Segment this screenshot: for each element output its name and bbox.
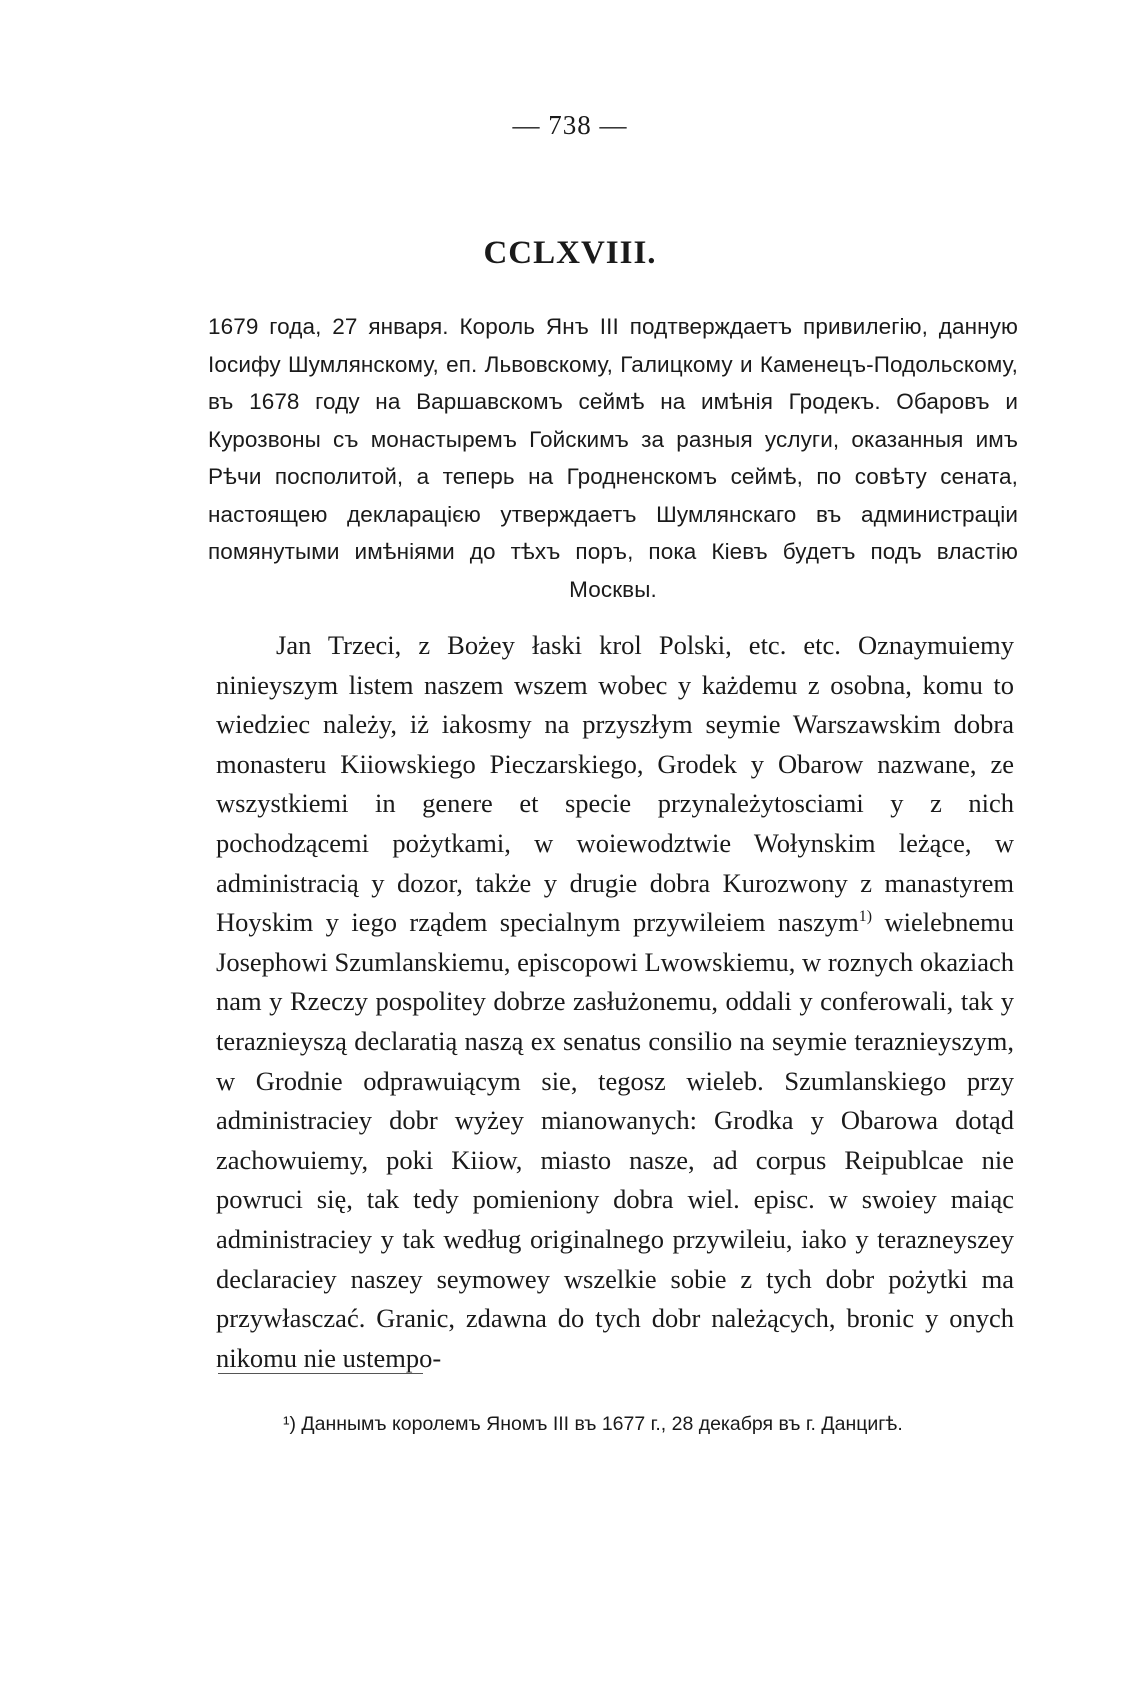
document-summary: 1679 года, 27 января. Король Янъ III подтверждаетъ привилегію, данную Іосифу Шумлянскому, еп. Львовскому, Галицкому и Каменецъ-Подольскому, въ 1678 году на Варшавскомъ сеймѣ на имѣнія Гродекъ. Обаровъ и Курозвоны съ монастыремъ Гойскимъ за разныя услуги, оказанныя имъ Рѣчи посполитой, а теперь на Гродненскомъ сеймѣ, по совѣту сената, настоящею декларацією утверждаетъ Шумлянскаго въ администраціи помянутыми имѣніями до тѣхъ поръ, пока Кіевъ будетъ подъ властію Москвы. [208,314,1018,602]
footnote-divider [218,1373,423,1374]
body-text-part-2: wielebnemu Josephowi Szumlanskiemu, episcopowi Lwowskiemu, w roznych okaziach nam y Rzeczy pospolitey dobrze zasłużonemu, oddali y conferowali, tak y teraznieyszą declaratią naszą ex senatus consilio na seymie teraznieyszym, w Grodnie odprawuiącym sie, tegosz wieleb. Szumlanskiego przy administraciey dobr wyżey mianowanych: Grodka y Obarowa dotąd zachowuiemy, poki Kiiow, miasto nasze, ad corpus Reipublcae nie powruci się, tak tedy pomieniony dobra wiel. episc. w swoiey maiąc administraciey y tak według originalnego przywileiu, iako y terazneyszey declaraciey naszey seymowey wszelkie sobie z tych dobr pożytki ma przywłasczać. Granic, zdawna do tych dobr należących, bronic y onych nikomu nie ustempo- [216,907,1015,1373]
footnote-reference: 1) [858,908,873,926]
footnote-text: Даннымъ королемъ Яномъ III въ 1677 г., 28 декабря въ г. Данцигѣ. [296,1413,903,1435]
page-number: — 738 — [512,110,628,140]
document-number-heading: CCLXVIII. [483,235,657,271]
document-body [216,626,1014,1378]
body-text-part-1: Jan Trzeci, z Bożey łaski krol Polski, etc. etc. Oznaymuiemy ninieyszym listem naszem wszem wobec y każdemu z osobna, komu to wiedziec należy, iż iakosmy na przyszłym seymie Warszawskim dobra monasteru Kiiowskiego Pieczarskiego, Grodek y Obarow nazwane, ze wszystkiemi in genere et specie przynależytosciami y z nich pochodzącemi pożytkami, w woiewodztwie Wołynskim leżące, w administracią y dozor, także y drugie dobra Kurozwony z manastyrem Hoyskim y iego rządem specialnym przywileiem naszym [216,630,1014,938]
footnote [283,1410,1003,1438]
footnote-marker: ¹) [283,1413,296,1435]
